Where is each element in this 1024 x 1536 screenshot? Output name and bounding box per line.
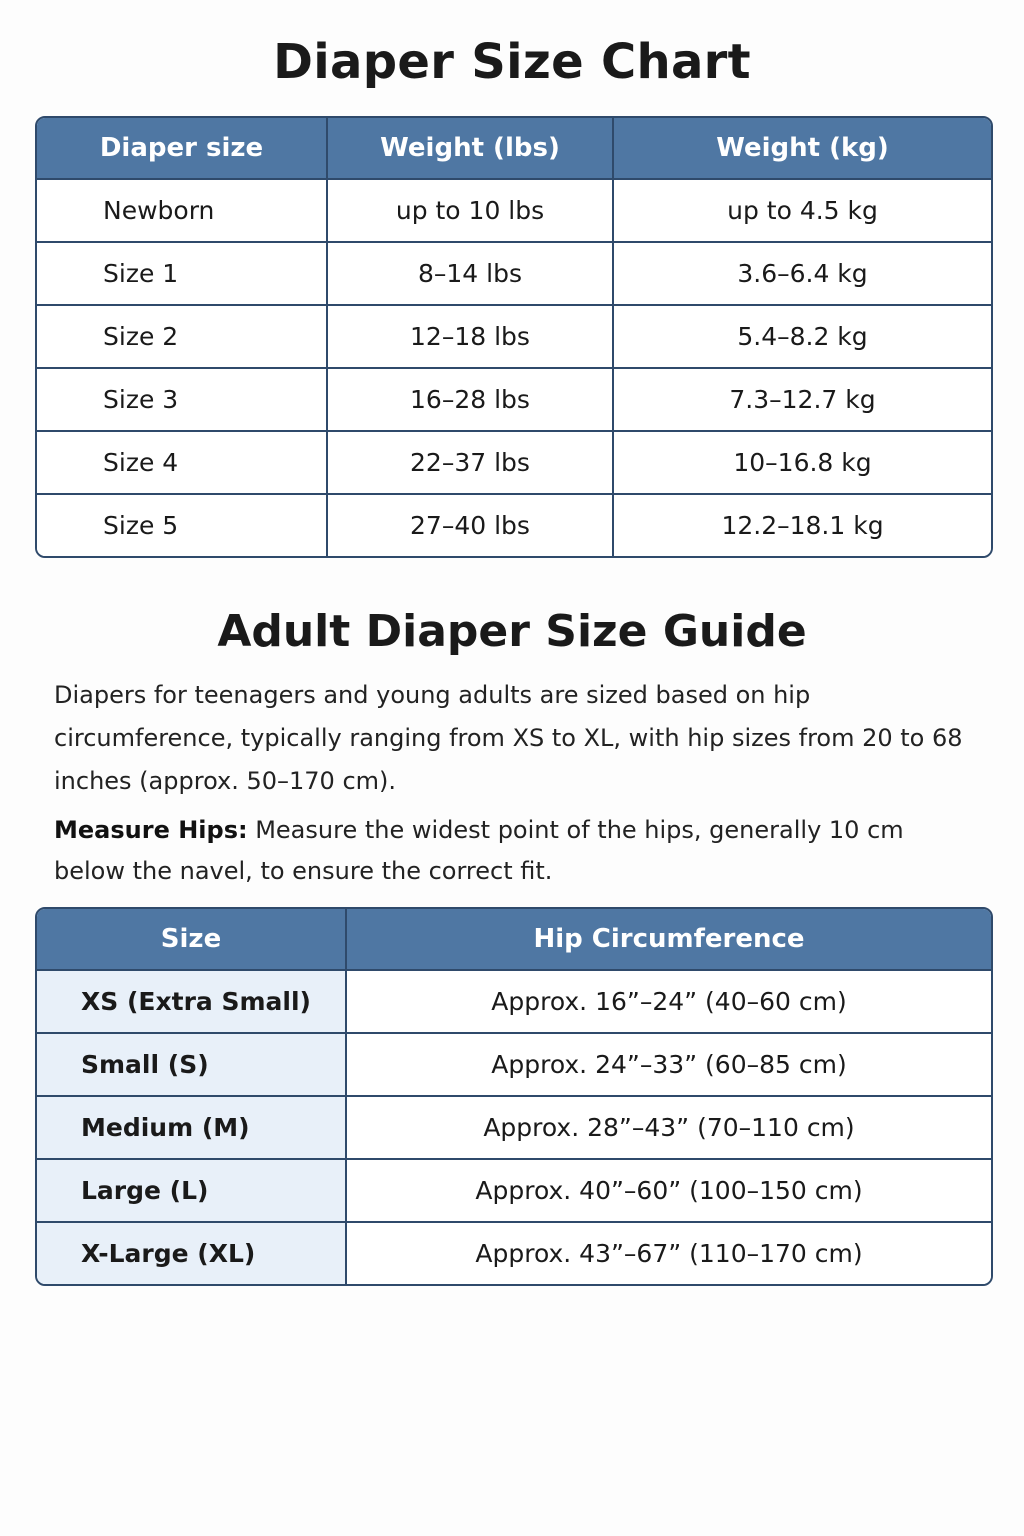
weight-kg-cell: 12.2–18.1 kg xyxy=(612,493,991,556)
measure-note xyxy=(54,810,974,892)
weight-kg-cell: 3.6–6.4 kg xyxy=(612,241,991,304)
page-title: Diaper Size Chart xyxy=(273,34,751,90)
size-cell: Size 4 xyxy=(37,430,326,493)
hip-circumference-cell: Approx. 28”–43” (70–110 cm) xyxy=(345,1095,991,1158)
intro-paragraph: Diapers for teenagers and young adults are sized based on hip circumference, typically ranging from XS to XL, with hip sizes from 20 to 68 inches (approx. 50–170 cm). xyxy=(54,681,963,795)
size-cell: Size 3 xyxy=(37,367,326,430)
table-row xyxy=(37,1032,991,1095)
table-row xyxy=(37,304,991,367)
hip-circumference-cell: Approx. 43”–67” (110–170 cm) xyxy=(345,1221,991,1284)
table-row xyxy=(37,430,991,493)
size-cell: Size 5 xyxy=(37,493,326,556)
size-cell: XS (Extra Small) xyxy=(37,971,345,1032)
section-title: Adult Diaper Size Guide xyxy=(217,606,807,657)
weight-lbs-cell: 27–40 lbs xyxy=(326,493,612,556)
column-header: Weight (kg) xyxy=(612,118,991,180)
weight-kg-cell: 10–16.8 kg xyxy=(612,430,991,493)
size-cell: Large (L) xyxy=(37,1158,345,1221)
weight-lbs-cell: 8–14 lbs xyxy=(326,241,612,304)
weight-lbs-cell: 12–18 lbs xyxy=(326,304,612,367)
size-cell: Size 1 xyxy=(37,241,326,304)
measure-label: Measure Hips: xyxy=(54,816,248,844)
adult-size-table xyxy=(35,907,993,1286)
size-cell: Small (S) xyxy=(37,1032,345,1095)
column-header: Weight (lbs) xyxy=(326,118,612,180)
size-cell: X-Large (XL) xyxy=(37,1221,345,1284)
table-row xyxy=(37,241,991,304)
table-row xyxy=(37,971,991,1032)
table-header-row xyxy=(37,118,991,180)
size-cell: Newborn xyxy=(37,180,326,241)
column-header: Hip Circumference xyxy=(345,909,991,971)
table-row xyxy=(37,493,991,556)
weight-kg-cell: 7.3–12.7 kg xyxy=(612,367,991,430)
weight-lbs-cell: up to 10 lbs xyxy=(326,180,612,241)
table-row xyxy=(37,1221,991,1284)
weight-lbs-cell: 22–37 lbs xyxy=(326,430,612,493)
infant-size-table xyxy=(35,116,993,558)
weight-kg-cell: up to 4.5 kg xyxy=(612,180,991,241)
table-row xyxy=(37,1158,991,1221)
hip-circumference-cell: Approx. 40”–60” (100–150 cm) xyxy=(345,1158,991,1221)
table-row xyxy=(37,367,991,430)
weight-kg-cell: 5.4–8.2 kg xyxy=(612,304,991,367)
hip-circumference-cell: Approx. 24”–33” (60–85 cm) xyxy=(345,1032,991,1095)
size-cell: Medium (M) xyxy=(37,1095,345,1158)
weight-lbs-cell: 16–28 lbs xyxy=(326,367,612,430)
table-row xyxy=(37,1095,991,1158)
size-cell: Size 2 xyxy=(37,304,326,367)
column-header: Diaper size xyxy=(37,118,326,180)
column-header: Size xyxy=(37,909,345,971)
hip-circumference-cell: Approx. 16”–24” (40–60 cm) xyxy=(345,971,991,1032)
measure-text: Measure the widest point of the hips, generally 10 cm below the navel, to ensure the correct fit. xyxy=(54,816,904,885)
table-row xyxy=(37,180,991,241)
table-header-row xyxy=(37,909,991,971)
